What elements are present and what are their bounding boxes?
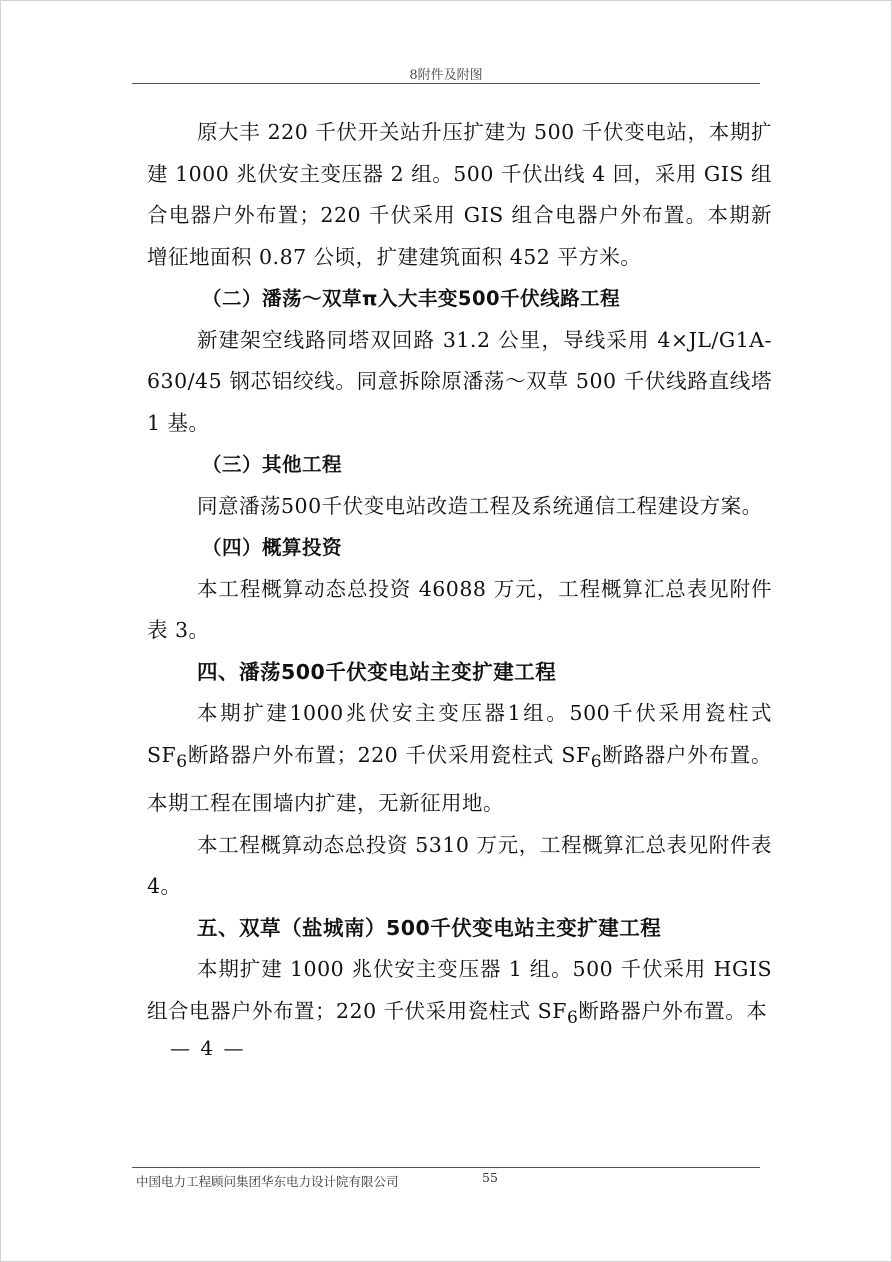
section-heading-budget: （四）概算投资 <box>202 536 343 559</box>
subscript: 6 <box>176 751 188 772</box>
document-body <box>147 112 772 1039</box>
footer-rule <box>132 1167 760 1168</box>
text-run: 断路器户外布置。本期工程在围墙内扩建，无新征用地。 <box>147 742 772 816</box>
paragraph-other: 同意潘荡500千伏变电站改造工程及系统通信工程建设方案。 <box>197 493 763 518</box>
header-rule <box>132 83 760 84</box>
paragraph-transformer-5 <box>147 949 772 1039</box>
running-header: 8附件及附图 <box>409 68 483 83</box>
subscript: 6 <box>566 1007 579 1028</box>
paragraph-station-expansion: 原大丰 220 千伏开关站升压扩建为 500 千伏变电站，本期扩建 1000 兆伏安主变压器 2 组。500 千伏出线 4 回，采用 GIS 组合电器户外布置；220 千伏采用 GIS 组合电器户外布置。本期新增征地面积 0.87 公顷，扩建建筑面积 452 平方米。 <box>147 120 772 269</box>
section-heading-line-project: （二）潘荡～双草π入大丰变500千伏线路工程 <box>202 287 621 310</box>
subscript: 6 <box>590 751 603 772</box>
paragraph-line-project: 新建架空线路同塔双回路 31.2 公里，导线采用 4×JL/G1A-630/45 钢芯铝绞线。同意拆除原潘荡～双草 500 千伏线路直线塔 1 基。 <box>147 327 772 435</box>
footer-page-number: 55 <box>482 1170 498 1185</box>
paragraph-budget-4: 本工程概算动态总投资 5310 万元，工程概算汇总表见附件表 4。 <box>147 832 772 899</box>
section-heading-other: （三）其他工程 <box>202 453 343 476</box>
paragraph-transformer-4 <box>147 693 772 825</box>
text-run: 断路器户外布置；220 千伏采用瓷柱式 SF <box>187 742 591 767</box>
paragraph-budget: 本工程概算动态总投资 46088 万元，工程概算汇总表见附件表 3。 <box>147 576 772 642</box>
footer-organization: 中国电力工程顾问集团华东电力设计院有限公司 <box>136 1174 399 1189</box>
text-run: 断路器户外布置。本 <box>578 998 768 1023</box>
chapter-heading-5: 五、双草（盐城南）500千伏变电站主变扩建工程 <box>197 915 662 940</box>
text-run: 本期扩建 1000 兆伏安主变压器 1 组。500 千伏采用 HGIS 组合电器户外布置；220 千伏采用瓷柱式 SF <box>147 957 772 1023</box>
text-run: 本期扩建1000兆伏安主变压器1组。500千伏采用瓷柱式 SF <box>147 701 772 767</box>
inner-page-number: — 4 — <box>170 1036 246 1060</box>
chapter-heading-4: 四、潘荡500千伏变电站主变扩建工程 <box>197 659 557 684</box>
